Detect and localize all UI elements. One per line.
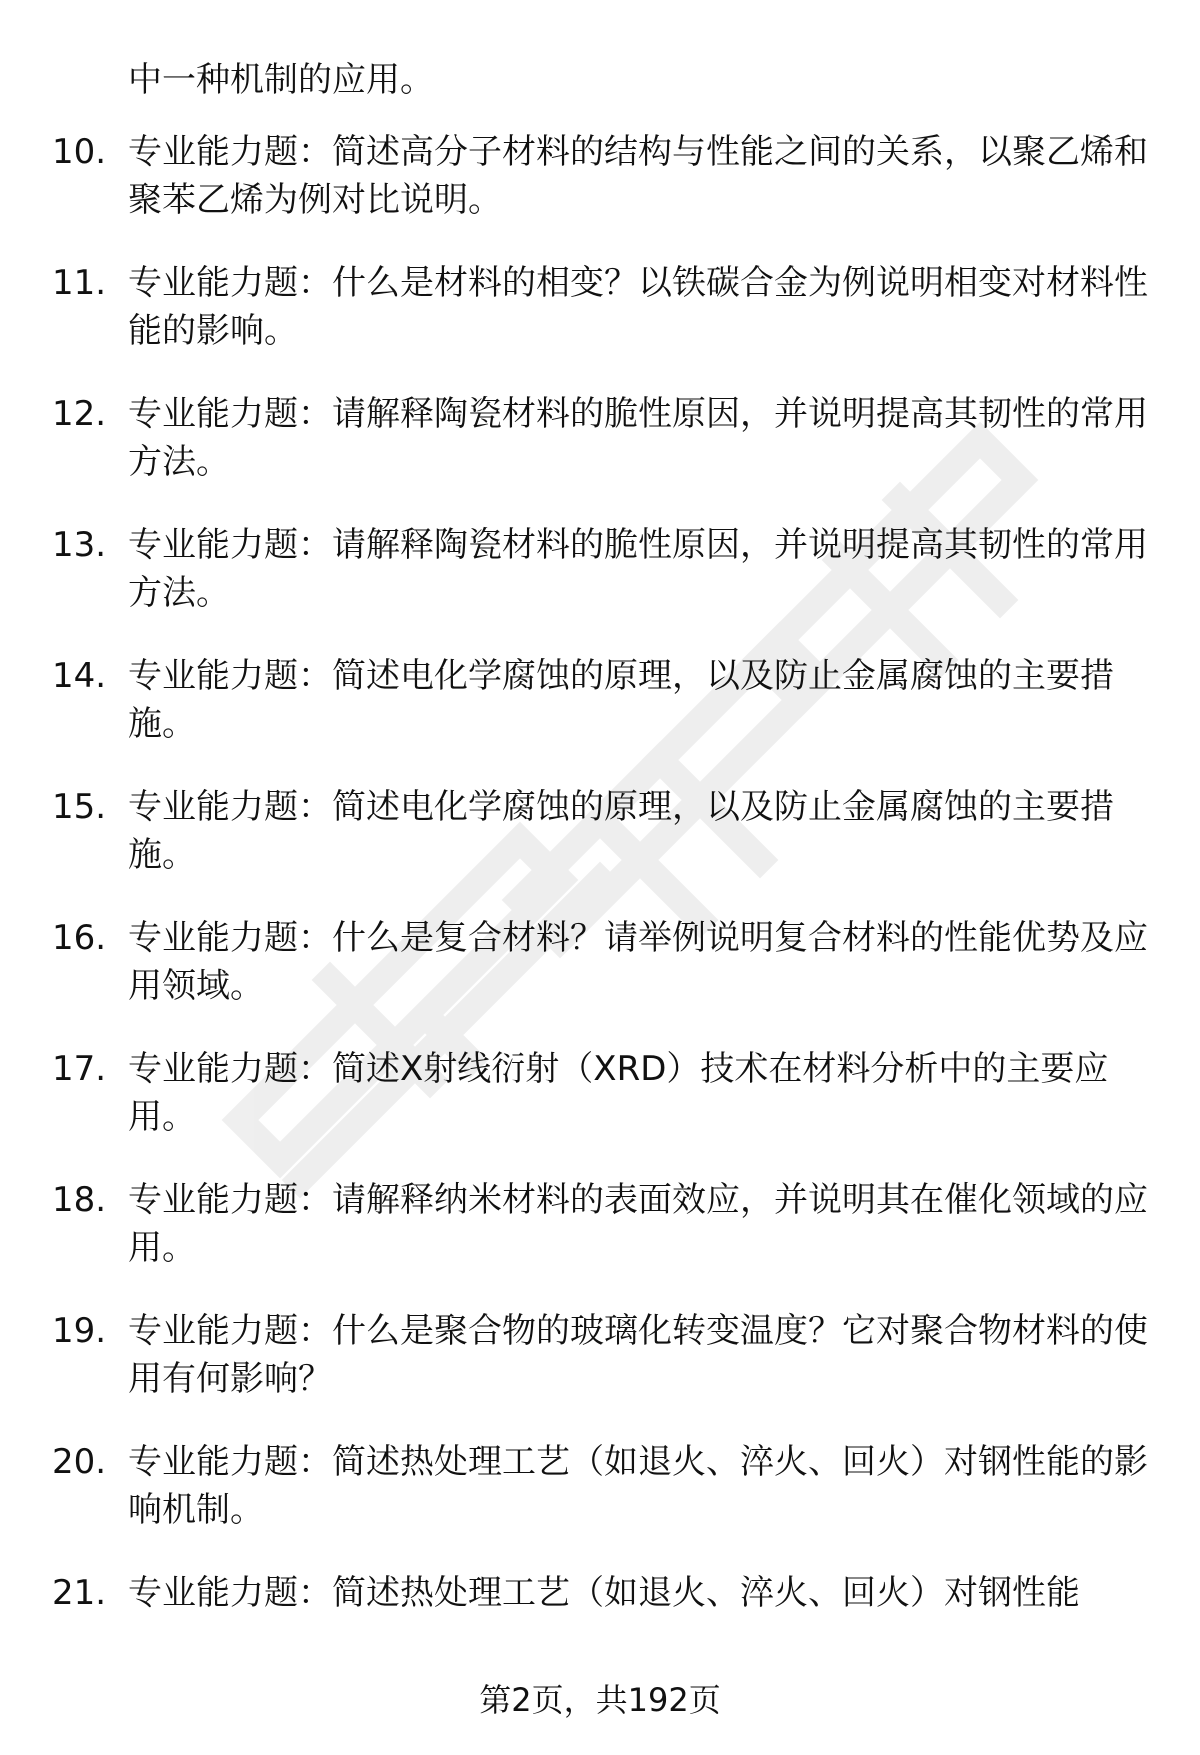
question-list: [0, 128, 1200, 1700]
question-body: 简述电化学腐蚀的原理，以及防止金属腐蚀的主要措施。: [128, 787, 1114, 875]
question-body: 简述热处理工艺（如退火、淬火、回火）对钢性能的影响机制。: [128, 1442, 1148, 1530]
question-number: 11.: [52, 263, 107, 303]
list-item: [0, 652, 1200, 744]
question-label: 专业能力题：: [128, 1180, 332, 1220]
list-item: [0, 128, 1200, 220]
list-item: [0, 1438, 1200, 1530]
question-number: 14.: [52, 656, 107, 696]
question-text: [128, 390, 1148, 486]
question-text: [128, 1569, 1148, 1617]
list-item: [0, 1307, 1200, 1399]
question-body: 简述电化学腐蚀的原理，以及防止金属腐蚀的主要措施。: [128, 656, 1114, 744]
list-item: [0, 259, 1200, 351]
question-text: [128, 1045, 1148, 1141]
question-label: 专业能力题：: [128, 1442, 332, 1482]
question-body: 请解释纳米材料的表面效应，并说明其在催化领域的应用。: [128, 1180, 1148, 1268]
question-number: 21.: [52, 1573, 107, 1613]
continuation-text: 中一种机制的应用。: [128, 60, 434, 100]
list-item: [0, 914, 1200, 1006]
question-text: [128, 1438, 1148, 1534]
question-number: 13.: [52, 525, 107, 565]
list-item: [0, 783, 1200, 875]
question-body: 请解释陶瓷材料的脆性原因，并说明提高其韧性的常用方法。: [128, 525, 1148, 613]
question-body: 什么是聚合物的玻璃化转变温度？它对聚合物材料的使用有何影响？: [128, 1311, 1148, 1399]
question-number: 20.: [52, 1442, 107, 1482]
question-number: 16.: [52, 918, 107, 958]
question-body: 简述热处理工艺（如退火、淬火、回火）对钢性能: [332, 1573, 1080, 1613]
question-label: 专业能力题：: [128, 1049, 332, 1089]
question-text: [128, 914, 1148, 1010]
list-item: [0, 1045, 1200, 1137]
question-number: 10.: [52, 132, 107, 172]
question-label: 专业能力题：: [128, 787, 332, 827]
question-label: 专业能力题：: [128, 394, 332, 434]
question-number: 17.: [52, 1049, 107, 1089]
question-text: [128, 783, 1148, 879]
question-number: 19.: [52, 1311, 107, 1351]
question-label: 专业能力题：: [128, 1311, 332, 1351]
question-body: 请解释陶瓷材料的脆性原因，并说明提高其韧性的常用方法。: [128, 394, 1148, 482]
question-label: 专业能力题：: [128, 656, 332, 696]
list-item: [0, 521, 1200, 613]
question-label: 专业能力题：: [128, 918, 332, 958]
question-body: 什么是复合材料？请举例说明复合材料的性能优势及应用领域。: [128, 918, 1148, 1006]
question-label: 专业能力题：: [128, 263, 332, 303]
question-body: 简述X射线衍射（XRD）技术在材料分析中的主要应用。: [128, 1049, 1109, 1137]
question-body: 什么是材料的相变？以铁碳合金为例说明相变对材料性能的影响。: [128, 263, 1148, 351]
list-item: [0, 1176, 1200, 1268]
question-label: 专业能力题：: [128, 525, 332, 565]
question-number: 12.: [52, 394, 107, 434]
question-label: 专业能力题：: [128, 1573, 332, 1613]
question-number: 15.: [52, 787, 107, 827]
list-item: [0, 390, 1200, 482]
question-text: [128, 128, 1148, 224]
question-text: [128, 652, 1148, 748]
question-body: 简述高分子材料的结构与性能之间的关系，以聚乙烯和聚苯乙烯为例对比说明。: [128, 132, 1148, 220]
question-text: [128, 521, 1148, 617]
list-item: [0, 1569, 1200, 1657]
question-label: 专业能力题：: [128, 132, 332, 172]
page-indicator: 第2页，共192页: [479, 1681, 721, 1719]
question-number: 18.: [52, 1180, 107, 1220]
question-text: [128, 1307, 1148, 1403]
question-text: [128, 1176, 1148, 1272]
question-text: [128, 259, 1148, 355]
